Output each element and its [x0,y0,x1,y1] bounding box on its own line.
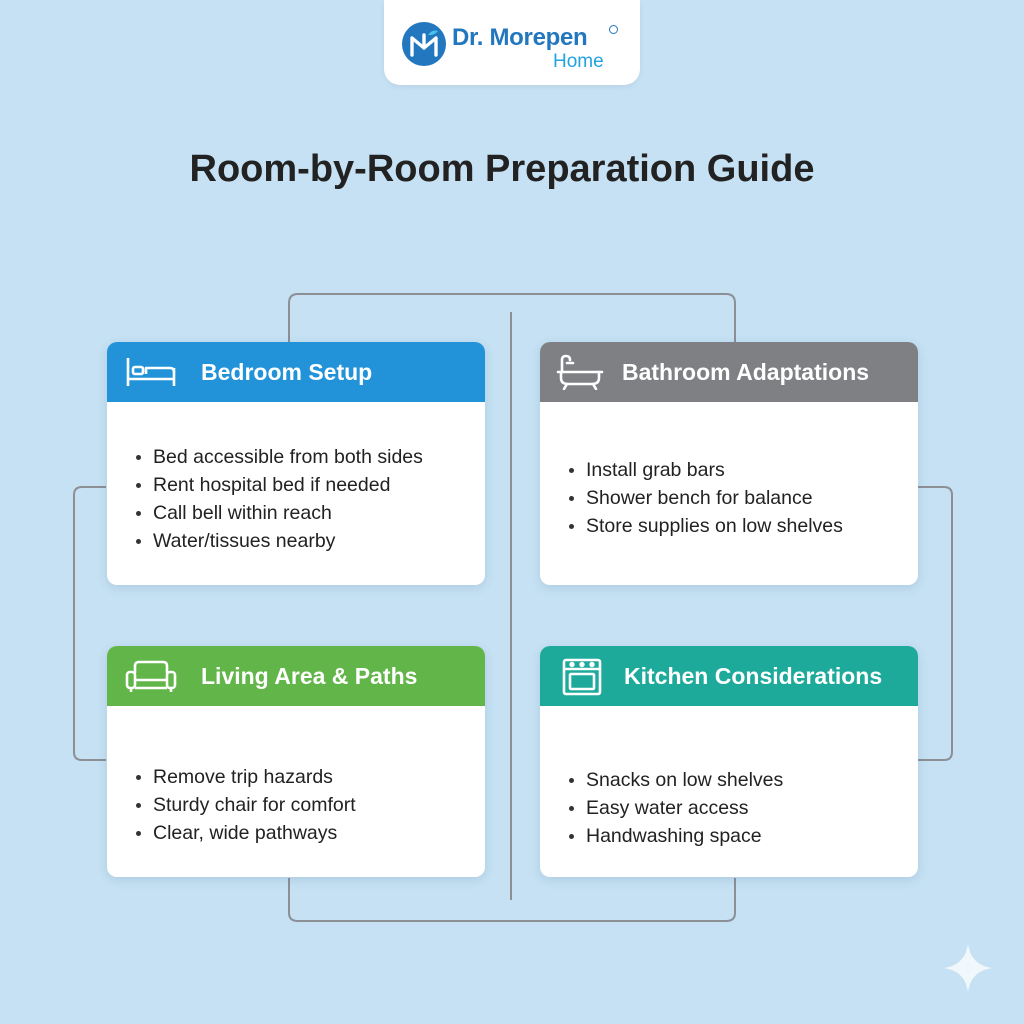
bed-icon [125,354,177,390]
bedroom-card-title: Bedroom Setup [201,359,373,385]
list-item: Shower bench for balance [568,484,843,512]
stove-icon [556,654,608,698]
living-card [107,646,485,877]
bathroom-list [568,456,843,540]
living-list [135,763,356,847]
kitchen-list [568,766,783,850]
bathroom-card-title: Bathroom Adaptations [622,359,870,385]
list-item: Rent hospital bed if needed [135,471,423,499]
registered-mark [609,25,618,34]
morepen-logo-icon [401,21,447,67]
living-card-header [107,646,485,706]
bathroom-card [540,342,918,585]
kitchen-card [540,646,918,877]
sparkle-icon [942,942,994,994]
list-item: Remove trip hazards [135,763,356,791]
list-item: Handwashing space [568,822,783,850]
list-item: Install grab bars [568,456,843,484]
list-item: Snacks on low shelves [568,766,783,794]
list-item: Store supplies on low shelves [568,512,843,540]
list-item: Water/tissues nearby [135,527,423,555]
list-item: Easy water access [568,794,783,822]
bathroom-card-header [540,342,918,402]
sofa-icon [125,658,177,694]
living-card-title: Living Area & Paths [201,663,418,689]
bedroom-card-header [107,342,485,402]
list-item: Sturdy chair for comfort [135,791,356,819]
bedroom-card [107,342,485,585]
page-title: Room-by-Room Preparation Guide [189,148,815,190]
bathtub-icon [554,354,606,390]
brand-sub: Home [553,51,604,72]
brand-name: Dr. Morepen [452,24,588,51]
kitchen-card-header [540,646,918,706]
brand-logo[interactable] [384,0,640,85]
kitchen-card-title: Kitchen Considerations [624,663,883,689]
list-item: Bed accessible from both sides [135,443,423,471]
list-item: Clear, wide pathways [135,819,356,847]
bedroom-list [135,443,423,555]
list-item: Call bell within reach [135,499,423,527]
